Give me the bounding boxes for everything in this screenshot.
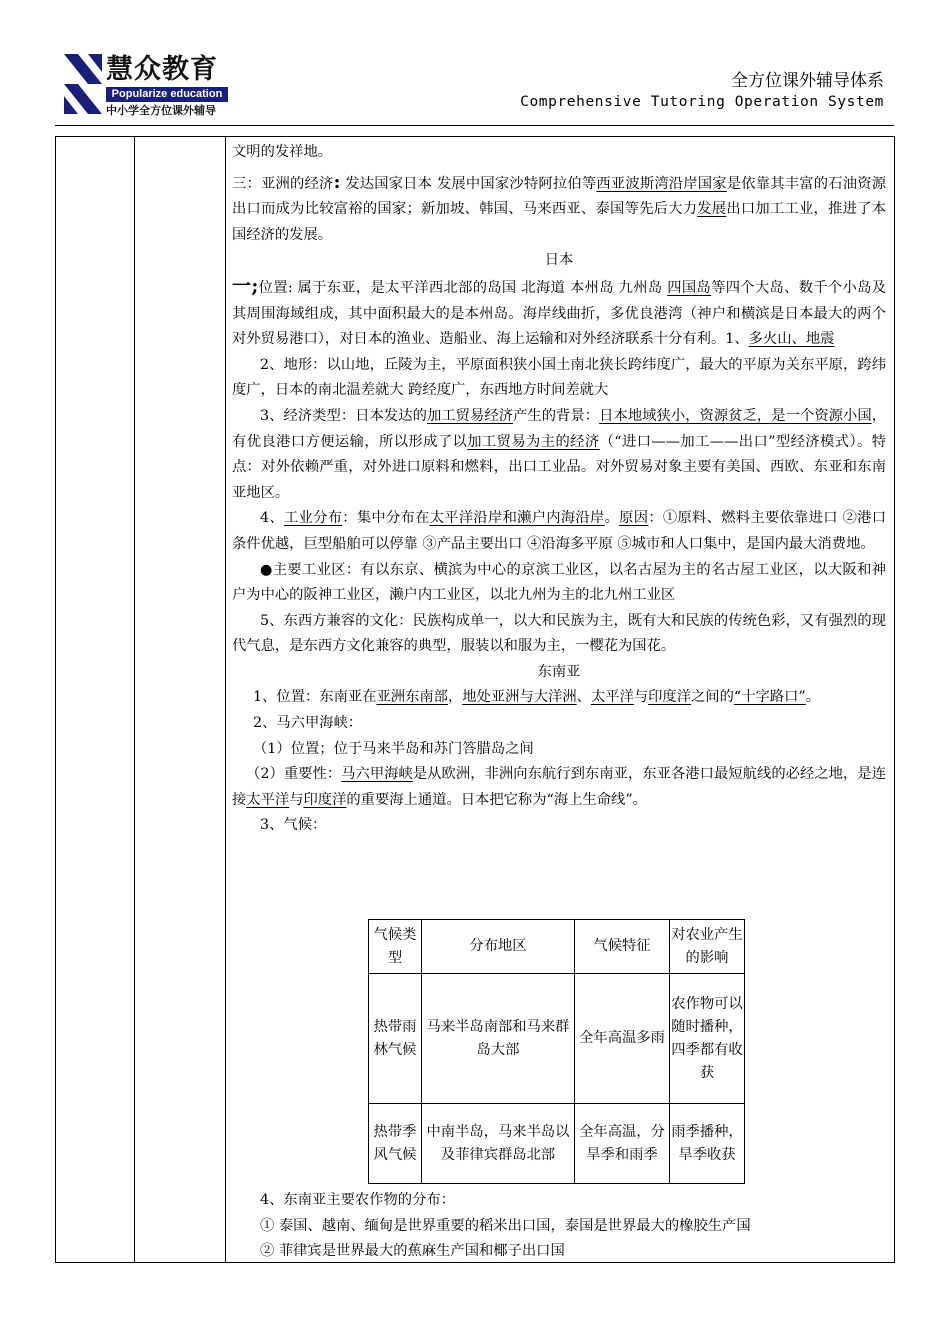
logo-subtitle: 中小学全方位课外辅导 (106, 104, 216, 117)
table-cell: 雨季播种，旱季收获 (670, 1104, 745, 1184)
paragraph-malacca-location: （1）位置；位于马来半岛和苏门答腊岛之间 (253, 740, 534, 757)
table-header-cell: 气候特征 (575, 920, 670, 974)
paragraph: 文明的发祥地。 (232, 144, 333, 160)
paragraph-sea-location: 1、位置：东南亚在亚洲东南部，地处亚洲与大洋洲、太平洋与印度洋之间的“十字路口”。 (253, 689, 821, 706)
logo-english: Popularize education (106, 87, 228, 102)
lesson-content (232, 140, 886, 839)
table-cell: 热带雨林气候 (369, 974, 422, 1104)
system-title-cn: 全方位课外辅导体系 (731, 71, 884, 91)
logo-mark-icon (64, 54, 102, 114)
paragraph-japan-industry: 4、工业分布：集中分布在太平洋沿岸和濑户内海沿岸。原因：①原料、燃料主要依靠进口 ②港口条件优越，巨型船舶可以停靠 ③产品主要出口 ④沿海多平原 ⑤城市和人口集中，是国内最大消费地。 (232, 510, 887, 552)
paragraph-japan-terrain: 2、地形：以山地，丘陵为主，平原面积狭小国土南北狭长跨纬度广，最大的平原为关东平原，跨纬度广，日本的南北温差就大 跨经度广，东西地方时间差就大 (232, 356, 886, 399)
paragraph-climate: 3、气候： (260, 817, 327, 834)
company-logo (64, 54, 230, 120)
column-divider-1 (134, 136, 135, 1263)
table-cell: 中南半岛，马来半岛以及菲律宾群岛北部 (422, 1104, 575, 1184)
logo-name: 慧众教育 (106, 54, 218, 85)
paragraph-japan-location: 一;位置: 属于东亚，是太平洋西北部的岛国 北海道 本州岛 九州岛 四国岛等四个大岛、数千个小岛及其周围海域组成，其中面积最大的是本州岛。海岸线曲折，多优良港湾（神户和横滨是日本最大的两个对外贸易港口），对日本的渔业、造船业、海上运输和对外经济联系十分有利。1、多火山、地震 (232, 274, 887, 348)
section-title-japan: 日本 (544, 252, 574, 269)
list-item: ② 菲律宾是世界最大的蕉麻生产国和椰子出口国 (260, 1243, 565, 1260)
paragraph-japan-culture: 5、东西方兼容的文化：民族构成单一，以大和民族为主，既有大和民族的传统色彩，又有强烈的现代气息，是东西方文化兼容的典型，服装以和服为主，一樱花为国花。 (232, 612, 886, 655)
table-header-cell: 对农业产生的影响 (670, 920, 745, 974)
paragraph-asia-economy: 三：亚洲的经济: 发达国家日本 发展中国家沙特阿拉伯等西亚波斯湾沿岸国家是依靠其丰富的石油资源出口而成为比较富裕的国家；新加坡、韩国、马来西亚、泰国等先后大力发展出口加工工业，推进了本国经济的发展。 (232, 170, 887, 243)
system-title-en: Comprehensive Tutoring Operation System (520, 94, 884, 110)
paragraph-malacca-importance: （2）重要性：马六甲海峡是从欧洲，非洲向东航行到东南亚，东亚各港口最短航线的必经之地，是连接太平洋与印度洋的重要海上通道。日本把它称为“海上生命线”。 (232, 766, 886, 808)
paragraph-malacca: 2、马六甲海峡： (253, 715, 363, 732)
table-top-border (55, 136, 895, 137)
lesson-content-continued (232, 1188, 886, 1265)
table-cell: 全年高温，分旱季和雨季 (575, 1104, 670, 1184)
table-cell: 马来半岛南部和马来群岛大部 (422, 974, 575, 1104)
table-cell: 农作物可以随时播种，四季都有收获 (670, 974, 745, 1104)
list-item: ① 泰国、越南、缅甸是世界重要的稻米出口国，泰国是世界最大的橡胶生产国 (260, 1217, 751, 1234)
table-row (369, 974, 745, 1104)
table-header-cell: 气候类型 (369, 920, 422, 974)
paragraph-japan-industrial-zones: ●主要工业区：有以东京、横滨为中心的京滨工业区，以名古屋为主的名古屋工业区，以大阪和神户为中心的阪神工业区，濑户内工业区，以北九州为主的北九州工业区 (232, 561, 886, 604)
table-header-cell: 分布地区 (422, 920, 575, 974)
header-divider (55, 125, 894, 126)
table-row (369, 1104, 745, 1184)
paragraph-japan-economy: 3、经济类型：日本发达的加工贸易经济产生的背景：日本地域狭小，资源贫乏，是一个资源小国，有优良港口方便运输，所以形成了以加工贸易为主的经济（“进口——加工——出口”型经济模式）。特点：对外依赖严重，对外进口原料和燃料，出口工业品。对外贸易对象主要有美国、西欧、东亚和东南亚地区。 (232, 407, 886, 501)
table-cell: 全年高温多雨 (575, 974, 670, 1104)
table-cell: 热带季风气候 (369, 1104, 422, 1184)
table-header-row (369, 920, 745, 974)
column-divider-2 (225, 136, 226, 1263)
climate-table (368, 919, 745, 1184)
section-title-southeast-asia: 东南亚 (537, 663, 581, 680)
paragraph-crops: 4、东南亚主要农作物的分布： (260, 1192, 455, 1208)
